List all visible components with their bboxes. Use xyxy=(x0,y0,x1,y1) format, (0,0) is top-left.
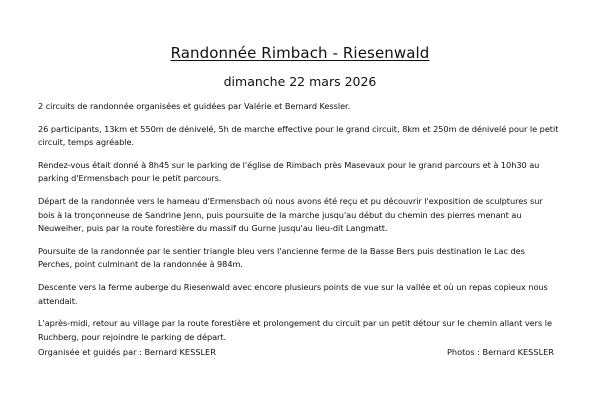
paragraph-departure: Départ de la randonnée vers le hameau d'Ermensbach où nous avons été reçu et pu découvrir l'exposition de sculptures sur bois à la tronçonneuse de Sandrine Jenn, puis poursuite de la marche jusqu'au début du chemin des pierres menant au Neuweiher, puis par la route forestière du massif du Gurne jusqu'au lieu-dit Langmatt. xyxy=(38,195,543,234)
document-title: Randonnée Rimbach - Riesenwald xyxy=(170,44,430,62)
organizer-credit: Organisée et guidés par : Bernard KESSLER xyxy=(38,347,216,357)
paragraph-descent: Descente vers la ferme auberge du Riesenwald avec encore plusieurs points de vue sur la vallée et où un repas copieux nous attendait. xyxy=(38,281,548,306)
paragraph-circuits: 2 circuits de randonnée organisées et guidées par Valérie et Bernard Kessler. xyxy=(38,101,351,111)
document-body xyxy=(38,100,560,353)
paragraph-continuation: Poursuite de la randonnée par le sentier triangle bleu vers l'ancienne ferme de la Basse Bers puis destination le Lac des Perches, point culminant de la randonnée à 984m. xyxy=(38,245,525,270)
paragraph-participants: 26 participants, 13km et 550m de dénivelé, 5h de marche effective pour le grand circuit, 8km et 250m de dénivelé pour le petit circuit, temps agréable. xyxy=(38,123,559,148)
document-date: dimanche 22 mars 2026 xyxy=(223,74,377,89)
paragraph-afternoon: L'après-midi, retour au village par la route forestière et prolongement du circuit par un petit détour sur le chemin allant vers le Ruchberg, pour rejoindre le parking de départ. xyxy=(38,318,552,342)
paragraph-meeting-point: Rendez-vous était donné à 8h45 sur le parking de l'église de Rimbach près Masevaux pour le grand parcours et à 10h30 au parking d'Ermensbach pour le petit parcours. xyxy=(38,159,540,184)
photo-credit: Photos : Bernard KESSLER xyxy=(446,347,554,357)
